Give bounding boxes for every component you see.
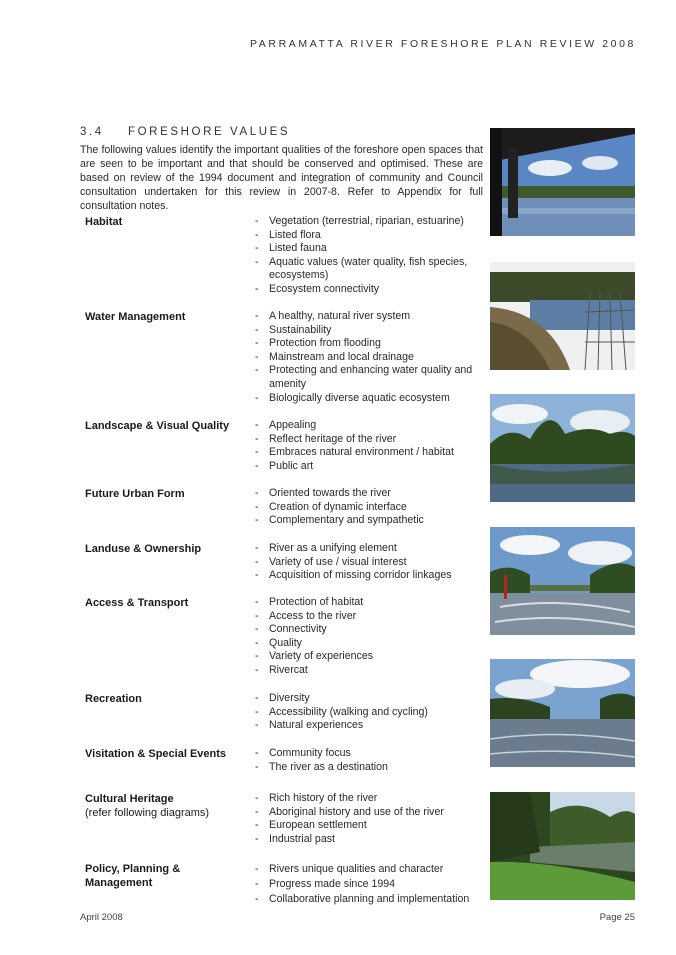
recreation-list	[255, 692, 485, 733]
category-water-management: Water Management	[85, 311, 186, 323]
category-recreation: Recreation	[85, 693, 142, 705]
list-item: - Ecosystem connectivity	[255, 283, 485, 297]
list-item: - Rivercat	[255, 664, 485, 678]
list-item: - Biologically diverse aquatic ecosystem	[255, 392, 485, 406]
section-number: 3.4	[80, 126, 104, 138]
list-item: - Protection of habitat	[255, 596, 485, 610]
category-landscape-visual-quality: Landscape & Visual Quality	[85, 420, 230, 432]
category-cultural-heritage: Cultural Heritage (refer following diagrams)	[85, 793, 210, 819]
category-habitat: Habitat	[85, 216, 123, 228]
cultural-heritage-list	[255, 792, 485, 846]
list-item: - A healthy, natural river system	[255, 310, 485, 324]
list-item: - Connectivity	[255, 623, 485, 637]
list-item: - Listed fauna	[255, 242, 485, 256]
list-item: - Access to the river	[255, 610, 485, 624]
list-item: - Creation of dynamic interface	[255, 501, 485, 515]
list-item: - River as a unifying element	[255, 542, 485, 556]
list-item: - Rivers unique qualities and character	[255, 862, 485, 877]
photo-grassy-riverbank	[490, 792, 635, 900]
list-item: - Variety of use / visual interest	[255, 556, 485, 570]
list-item: - The river as a destination	[255, 761, 485, 775]
list-item: - Oriented towards the river	[255, 487, 485, 501]
list-item: - Community focus	[255, 747, 485, 761]
list-item: - Sustainability	[255, 324, 485, 338]
list-item: - Complementary and sympathetic	[255, 514, 485, 528]
list-item: - Mainstream and local drainage	[255, 351, 485, 365]
list-item: - Acquisition of missing corridor linkages	[255, 569, 485, 583]
list-item: - Rich history of the river	[255, 792, 485, 806]
page-number: Page 25	[599, 912, 635, 923]
photo-river-boat-wake	[490, 527, 635, 635]
list-item: - Protecting and enhancing water quality and amenity	[255, 364, 485, 391]
list-item: - Listed flora	[255, 229, 485, 243]
list-item: - Natural experiences	[255, 719, 485, 733]
category-landuse-ownership: Landuse & Ownership	[85, 543, 202, 555]
list-item: - Public art	[255, 460, 485, 474]
category-note: (refer following diagrams)	[85, 807, 210, 819]
intro-paragraph: The following values identify the important qualities of the foreshore open spaces that are seen to be important and that should be conserved and optimised. These are based on review of the 1994 document and integration of community and Council consultation undertaken for this review in 2007-8. Refer to Appendix for full consultation notes.	[80, 144, 483, 212]
category-access-transport: Access & Transport	[85, 597, 189, 609]
list-item: - Diversity	[255, 692, 485, 706]
landuse-list	[255, 542, 485, 583]
access-transport-list	[255, 596, 485, 678]
section-title: FORESHORE VALUES	[128, 126, 291, 138]
photo-river-cloudy-sky	[490, 659, 635, 767]
list-item: - Aquatic values (water quality, fish species, ecosystems)	[255, 256, 485, 283]
visitation-list	[255, 747, 485, 774]
photo-river-trees-reflection	[490, 394, 635, 502]
list-item: - Vegetation (terrestrial, riparian, estuarine)	[255, 215, 485, 229]
list-item: - Variety of experiences	[255, 650, 485, 664]
list-item: - Protection from flooding	[255, 337, 485, 351]
running-header: PARRAMATTA RIVER FORESHORE PLAN REVIEW 2008	[249, 38, 636, 50]
list-item: - Collaborative planning and implementation	[255, 892, 485, 907]
category-visitation-special-events: Visitation & Special Events	[85, 748, 227, 760]
list-item: - Progress made since 1994	[255, 877, 485, 892]
list-item: - Embraces natural environment / habitat	[255, 446, 485, 460]
list-item: - Accessibility (walking and cycling)	[255, 706, 485, 720]
habitat-list	[255, 215, 485, 297]
list-item: - European settlement	[255, 819, 485, 833]
list-item: - Aboriginal history and use of the river	[255, 806, 485, 820]
list-item: - Quality	[255, 637, 485, 651]
photo-weir-and-fence	[490, 262, 635, 370]
section-heading	[80, 126, 290, 138]
policy-list	[255, 862, 485, 907]
list-item: - Appealing	[255, 419, 485, 433]
category-policy-planning-management: Policy, Planning & Management	[85, 863, 181, 889]
category-future-urban-form: Future Urban Form	[85, 488, 185, 500]
list-item: - Industrial past	[255, 833, 485, 847]
water-management-list	[255, 310, 485, 405]
photo-river-under-bridge	[490, 128, 635, 236]
footer-date: April 2008	[80, 912, 123, 923]
landscape-list	[255, 419, 485, 473]
future-urban-form-list	[255, 487, 485, 528]
list-item: - Reflect heritage of the river	[255, 433, 485, 447]
